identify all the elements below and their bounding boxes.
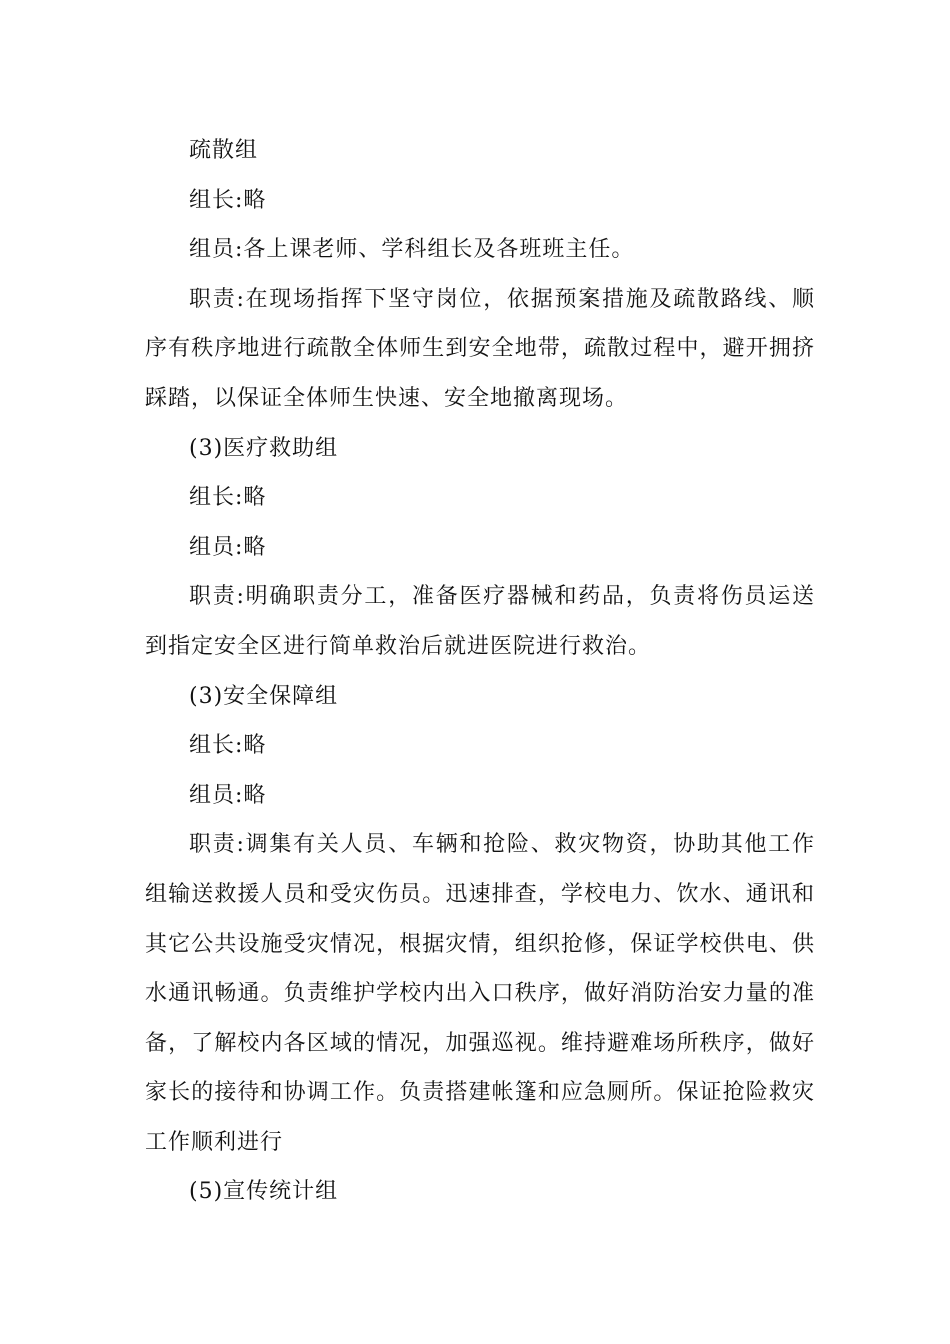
evacuation-members: 组员:各上课老师、学科组长及各班班主任。 bbox=[189, 237, 635, 263]
section-heading-security: (3)安全保障组 bbox=[189, 683, 339, 709]
medical-duties: 职责:明确职责分工，准备医疗器械和药品，负责将伤员运送到指定安全区进行简单救治后就进医院进行救治。 bbox=[145, 584, 815, 659]
section-heading-publicity: (5)宣传统计组 bbox=[189, 1179, 339, 1205]
medical-members: 组员:略 bbox=[189, 534, 267, 560]
security-duties: 职责:调集有关人员、车辆和抢险、救灾物资，协助其他工作组输送救援人员和受灾伤员。迅速排查，学校电力、饮水、通讯和其它公共设施受灾情况，根据灾情，组织抢修，保证学校供电、供水通讯畅通。负责维护学校内出入口秩序，做好消防治安力量的准备，了解校内各区域的情况，加强巡视。维持避难场所秩序，做好家长的接待和协调工作。负责搭建帐篷和应急厕所。保证抢险救灾工作顺利进行 bbox=[145, 832, 815, 1155]
security-members: 组员:略 bbox=[189, 782, 267, 808]
security-leader: 组长:略 bbox=[189, 733, 267, 759]
evacuation-leader: 组长:略 bbox=[189, 187, 267, 213]
section-heading-medical: (3)医疗救助组 bbox=[189, 435, 339, 461]
document-body bbox=[145, 126, 815, 1217]
evacuation-duties: 职责:在现场指挥下坚守岗位，依据预案措施及疏散路线、顺序有秩序地进行疏散全体师生到安全地带，疏散过程中，避开拥挤踩踏，以保证全体师生快速、安全地撤离现场。 bbox=[145, 286, 815, 411]
medical-leader: 组长:略 bbox=[189, 485, 267, 511]
section-heading-evacuation: 疏散组 bbox=[189, 138, 259, 163]
